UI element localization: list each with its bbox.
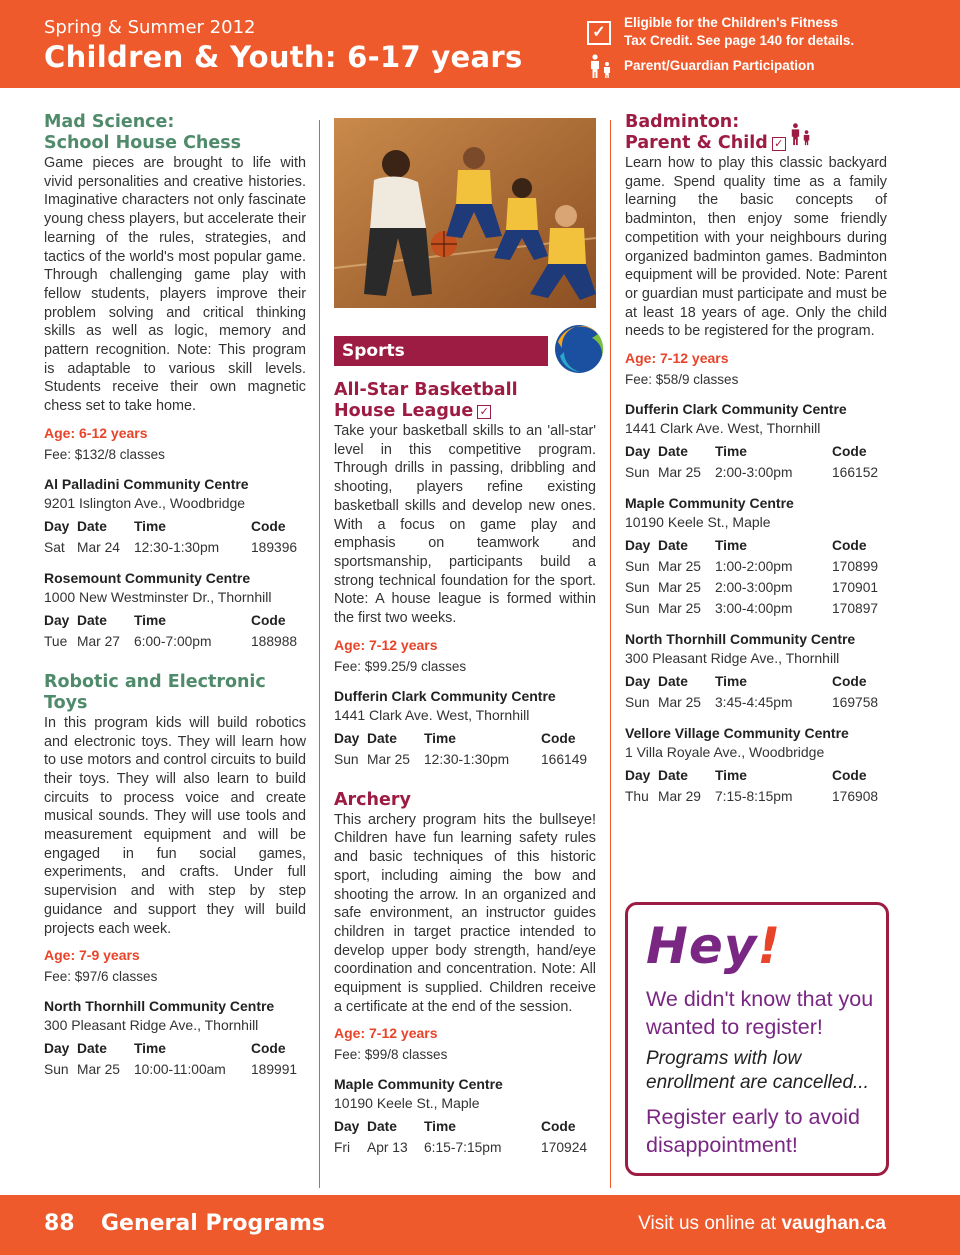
program-archery <box>334 790 596 1159</box>
cell-time: 2:00-3:00pm <box>715 465 793 481</box>
col-date: Date <box>658 538 688 554</box>
program-description: Game pieces are brought to life with vivid personalities and creative histories. Imaginative characters not only fascinate young chess players, but accelerate their learning of the rules, strategies, and tactics of the world's most popular game. Through challenging game play with fellow students, players improve their problem solving and critical thinking skills as well as logic, memory and pattern recognition. Note: This program is adaptable to various skill levels. Students receive their own magnetic chess set to take home. <box>44 155 306 415</box>
parent-child-icon <box>588 54 614 78</box>
col-date: Date <box>77 1041 107 1057</box>
cell-code: 176908 <box>832 789 879 805</box>
venue-address: 1 Villa Royale Ave., Woodbridge <box>625 744 825 761</box>
cell-date: Apr 13 <box>367 1140 408 1156</box>
schedule-row <box>334 749 587 770</box>
cell-time: 10:00-11:00am <box>134 1062 226 1078</box>
col-day: Day <box>625 768 651 784</box>
schedule-row <box>625 556 878 577</box>
col-code: Code <box>251 612 286 628</box>
cell-date: Mar 27 <box>77 633 120 649</box>
website-link[interactable]: vaughan.ca <box>781 1213 886 1234</box>
cell-time: 12:30-1:30pm <box>424 751 510 767</box>
venue-name: North Thornhill Community Centre <box>625 631 856 648</box>
program-description: Take your basketball skills to an 'all-star' level in this competitive program. Through drills in passing, dribbling and shooting, players refine existing basketball skills and develop new ones. With a focus on game play and emphasis on teamwork and sportsmanship, participants build a strong technical foundation for the sport. Note: A house league is formed within the first two weeks. <box>334 423 596 627</box>
col-day: Day <box>44 1041 70 1057</box>
col-code: Code <box>541 730 576 746</box>
cell-day: Fri <box>334 1140 351 1156</box>
venue <box>44 476 306 558</box>
schedule-table <box>334 728 587 770</box>
venue-name: Dufferin Clark Community Centre <box>625 401 847 418</box>
col-day: Day <box>625 538 651 554</box>
program-title <box>625 112 887 154</box>
venue-address: 10190 Keele St., Maple <box>625 514 771 531</box>
cell-code: 170899 <box>832 559 879 575</box>
cell-date: Mar 25 <box>658 695 701 711</box>
schedule-table <box>44 516 297 558</box>
cell-day: Sun <box>625 580 650 596</box>
col-date: Date <box>77 612 107 628</box>
cell-code: 170901 <box>832 580 879 596</box>
fitness-credit-check-icon: ✓ <box>772 137 786 151</box>
cell-time: 6:15-7:15pm <box>424 1140 502 1156</box>
col-time: Time <box>715 674 747 690</box>
cell-date: Mar 25 <box>658 559 701 575</box>
schedule-header <box>334 728 587 749</box>
venue-name: Rosemount Community Centre <box>44 569 251 586</box>
col-day: Day <box>44 518 70 534</box>
callout-line3: Register early to avoid disappointment! <box>646 1105 860 1157</box>
program-title <box>44 112 306 154</box>
fee: Fee: $99/8 classes <box>334 1047 448 1063</box>
schedule-table <box>625 671 878 713</box>
venue-address: 1441 Clark Ave. West, Thornhill <box>334 706 530 723</box>
program-title-line2: Parent & Child <box>625 133 768 153</box>
hey-heading <box>646 917 781 975</box>
schedule-row <box>625 577 878 598</box>
cell-date: Mar 25 <box>658 601 701 617</box>
col-time: Time <box>424 1119 456 1135</box>
cell-day: Sun <box>334 751 359 767</box>
season-label: Spring & Summer 2012 <box>44 17 256 38</box>
col-code: Code <box>251 518 286 534</box>
col-time: Time <box>715 538 747 554</box>
fee: Fee: $99.25/9 classes <box>334 658 467 674</box>
venue-address: 300 Pleasant Ridge Ave., Thornhill <box>625 650 840 667</box>
cell-time: 3:00-4:00pm <box>715 601 793 617</box>
schedule-row <box>625 786 878 807</box>
fee: Fee: $132/8 classes <box>44 446 165 462</box>
col-date: Date <box>77 518 107 534</box>
venue <box>44 570 306 652</box>
cell-time: 7:15-8:15pm <box>715 789 793 805</box>
fee: Fee: $97/6 classes <box>44 969 158 985</box>
col-time: Time <box>715 444 747 460</box>
cell-code: 170897 <box>832 601 879 617</box>
col-date: Date <box>658 768 688 784</box>
page-footer <box>0 1195 960 1255</box>
cell-time: 6:00-7:00pm <box>134 633 212 649</box>
age-range: Age: 7-9 years <box>44 947 140 964</box>
schedule-table <box>44 1038 297 1080</box>
col-time: Time <box>134 1041 166 1057</box>
venue <box>625 401 887 483</box>
schedule-header <box>334 1116 587 1137</box>
program-title-line1: Mad Science: <box>44 112 175 132</box>
venue-address: 10190 Keele St., Maple <box>334 1095 480 1112</box>
venue-address: 1441 Clark Ave. West, Thornhill <box>625 420 821 437</box>
parent-child-icon <box>789 122 813 146</box>
schedule-header <box>625 535 878 556</box>
col-date: Date <box>658 674 688 690</box>
program-description: In this program kids will build robotics and electronic toys. They will learn how to use motors and control circuits to build their toys. They will also learn to build circuits to process voice and create musical sounds. They will use tools and measurement equipment and will be engaged in fun social games, experiments, and crafts. Under full supervision and with step by step guidance and support they will build projects each week. <box>44 714 306 937</box>
col-code: Code <box>832 768 867 784</box>
sports-section-banner <box>334 336 548 366</box>
schedule-table <box>334 1116 587 1158</box>
program-description: Learn how to play this classic backyard game. Spend quality time as a family learning the basic concepts of badminton, then enjoy some friendly competition with your neighbours during organized badminton games. Badminton equipment will be provided. Note: Parent or guardian must participate and must be at least 18 years of age. Only the child needs to be registered for the program. <box>625 155 887 340</box>
cell-code: 189396 <box>251 539 298 555</box>
basketball-photo <box>334 118 596 308</box>
venue-name: Vellore Village Community Centre <box>625 725 849 742</box>
cell-time: 12:30-1:30pm <box>134 539 220 555</box>
column-divider <box>319 120 320 1188</box>
schedule-header <box>625 671 878 692</box>
website-note <box>638 1213 886 1235</box>
basketball-photo-illustration <box>334 118 596 308</box>
schedule-row <box>44 1059 297 1080</box>
col-day: Day <box>334 1119 360 1135</box>
col-time: Time <box>715 768 747 784</box>
program-title: Archery <box>334 789 411 810</box>
age-range: Age: 6-12 years <box>44 424 148 441</box>
col-code: Code <box>832 444 867 460</box>
cell-day: Sun <box>625 695 650 711</box>
fitness-credit-note <box>624 14 854 50</box>
col-time: Time <box>424 730 456 746</box>
schedule-row <box>625 462 878 483</box>
callout-line2: Programs with low enrollment are cancelled... <box>646 1048 869 1093</box>
col-code: Code <box>832 538 867 554</box>
program-badminton <box>625 112 887 807</box>
col-code: Code <box>832 674 867 690</box>
cell-day: Sun <box>625 601 650 617</box>
page-number: 88 <box>44 1211 75 1236</box>
page-title: Children & Youth: 6-17 years <box>44 40 523 74</box>
age-range: Age: 7-12 years <box>334 636 438 653</box>
age-range: Age: 7-12 years <box>334 1025 438 1042</box>
cell-day: Sun <box>625 559 650 575</box>
venue <box>625 495 887 619</box>
page-header <box>0 0 960 88</box>
venue-name: Al Palladini Community Centre <box>44 475 249 492</box>
fitness-credit-check-icon: ✓ <box>587 21 611 45</box>
venue-name: Maple Community Centre <box>625 495 794 512</box>
col-day: Day <box>44 612 70 628</box>
fitness-credit-line2: Tax Credit. See page 140 for details. <box>624 33 855 48</box>
cell-code: 170924 <box>541 1140 588 1156</box>
venue-address: 1000 New Westminster Dr., Thornhill <box>44 588 272 605</box>
schedule-header <box>625 765 878 786</box>
column-left <box>44 112 306 1080</box>
cell-date: Mar 29 <box>658 789 701 805</box>
schedule-table <box>625 535 878 619</box>
column-middle <box>334 118 596 1158</box>
cell-code: 188988 <box>251 633 298 649</box>
sports-swirl-logo <box>552 322 606 376</box>
sports-banner-label: Sports <box>342 341 405 361</box>
venue <box>625 725 887 807</box>
parent-guardian-label: Parent/Guardian Participation <box>624 58 815 73</box>
program-description: This archery program hits the bullseye! Children have fun learning safety rules and basic techniques of this historic sport, including aiming the bow and shooting the arrow. In an organized and safe environment, an instructor guides children in target practice intended to develop upper body strength, hand/eye coordination and concentration. Note: All equipment is supplied. Children receive a certificate at the end of the session. <box>334 811 596 1015</box>
register-early-callout <box>625 902 889 1176</box>
section-name: General Programs <box>101 1211 326 1236</box>
schedule-row <box>44 631 297 652</box>
schedule-header <box>44 516 297 537</box>
venue-address: 9201 Islington Ave., Woodbridge <box>44 494 246 511</box>
col-date: Date <box>367 1119 397 1135</box>
col-time: Time <box>134 518 166 534</box>
cell-time: 2:00-3:00pm <box>715 580 793 596</box>
cell-date: Mar 25 <box>77 1062 120 1078</box>
col-code: Code <box>541 1119 576 1135</box>
col-day: Day <box>625 674 651 690</box>
venue <box>625 631 887 713</box>
col-day: Day <box>625 444 651 460</box>
schedule-row <box>625 692 878 713</box>
cell-time: 1:00-2:00pm <box>715 559 793 575</box>
cell-date: Mar 25 <box>658 580 701 596</box>
column-divider <box>610 120 611 1188</box>
schedule-header <box>44 1038 297 1059</box>
program-title-line1: Badminton: <box>625 112 740 132</box>
cell-day: Sun <box>625 465 650 481</box>
program-title-line1: All-Star Basketball <box>334 380 518 400</box>
cell-date: Mar 24 <box>77 539 120 555</box>
cell-date: Mar 25 <box>658 465 701 481</box>
schedule-row <box>334 1137 587 1158</box>
schedule-row <box>625 598 878 619</box>
fitness-credit-line1: Eligible for the Children's Fitness <box>624 15 838 30</box>
cell-day: Sun <box>44 1062 69 1078</box>
schedule-header <box>44 610 297 631</box>
callout-line1: We didn't know that you wanted to register! <box>646 987 874 1039</box>
fitness-credit-check-icon: ✓ <box>477 405 491 419</box>
program-title: Robotic and Electronic Toys <box>44 671 266 713</box>
venue <box>44 998 306 1080</box>
col-date: Date <box>658 444 688 460</box>
schedule-table <box>625 765 878 807</box>
cell-date: Mar 25 <box>367 751 410 767</box>
schedule-row <box>44 537 297 558</box>
program-basketball <box>334 380 596 770</box>
col-day: Day <box>334 730 360 746</box>
venue <box>334 688 596 770</box>
schedule-table <box>44 610 297 652</box>
hey-exclamation: ! <box>757 917 782 975</box>
program-title-line2: House League <box>334 401 474 421</box>
age-range: Age: 7-12 years <box>625 350 729 367</box>
fee: Fee: $58/9 classes <box>625 372 739 388</box>
cell-code: 166152 <box>832 465 879 481</box>
program-title-line2: School House Chess <box>44 133 242 153</box>
cell-code: 169758 <box>832 695 879 711</box>
cell-code: 189991 <box>251 1062 298 1078</box>
program-title <box>334 380 596 422</box>
schedule-table <box>625 441 878 483</box>
website-prefix: Visit us online at <box>638 1213 782 1234</box>
venue-address: 300 Pleasant Ridge Ave., Thornhill <box>44 1017 259 1034</box>
col-code: Code <box>251 1041 286 1057</box>
col-time: Time <box>134 612 166 628</box>
schedule-header <box>625 441 878 462</box>
cell-day: Thu <box>625 789 649 805</box>
cell-day: Sat <box>44 539 65 555</box>
cell-day: Tue <box>44 633 68 649</box>
venue <box>334 1076 596 1158</box>
column-right <box>625 112 887 807</box>
cell-code: 166149 <box>541 751 588 767</box>
col-date: Date <box>367 730 397 746</box>
program-robotic <box>44 672 306 1080</box>
hey-word: Hey <box>646 917 758 975</box>
venue-name: Maple Community Centre <box>334 1076 503 1093</box>
cell-time: 3:45-4:45pm <box>715 695 793 711</box>
program-mad-science <box>44 112 306 652</box>
venue-name: Dufferin Clark Community Centre <box>334 687 556 704</box>
venue-name: North Thornhill Community Centre <box>44 998 275 1015</box>
